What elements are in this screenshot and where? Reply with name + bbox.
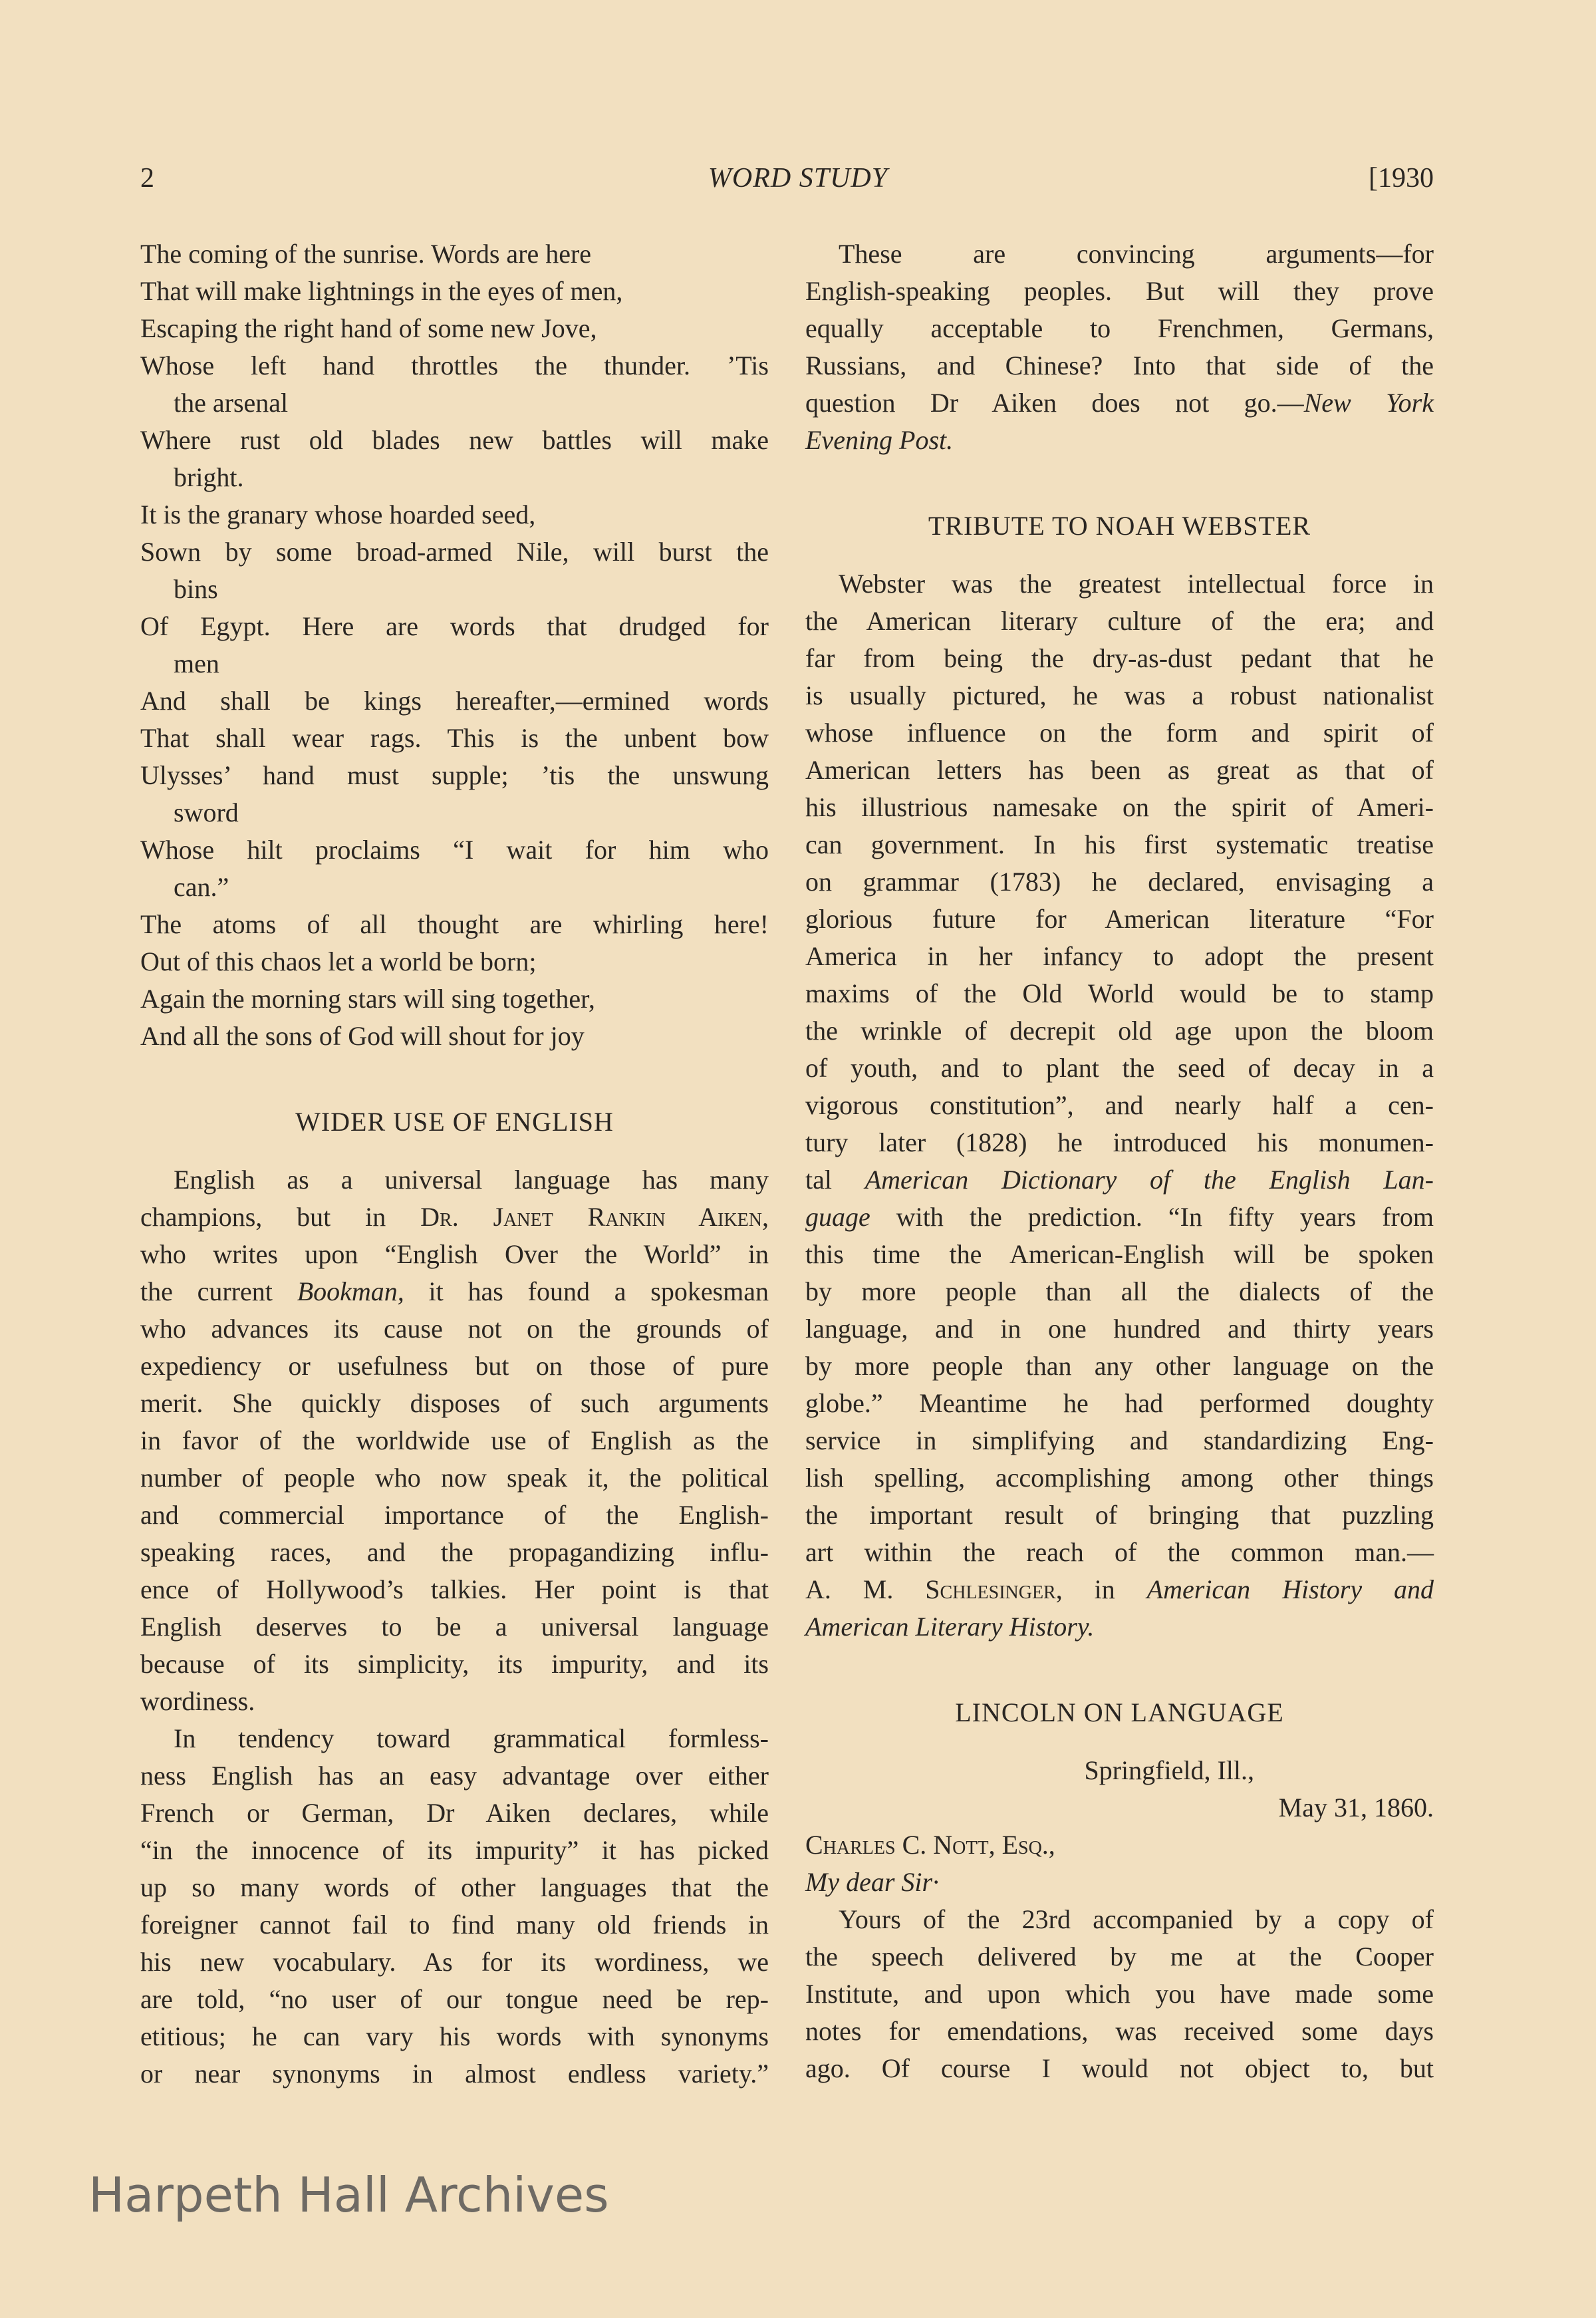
text-segment: These are convincing arguments—for — [839, 239, 1434, 269]
italic-text: New York — [1303, 388, 1434, 418]
text-line — [805, 310, 1434, 347]
text-segment: Ulysses’ hand must supple; ’tis the unswung — [140, 760, 769, 790]
text-line — [805, 826, 1434, 863]
text-segment: notes for emendations, was received some days — [805, 2016, 1434, 2046]
text-line — [140, 1757, 769, 1795]
text-segment: the wrinkle of decrepit old age upon the bloom — [805, 1016, 1434, 1046]
small-caps-name: A. M. Schlesinger, — [805, 1574, 1063, 1604]
text-segment: merit. She quickly disposes of such arguments — [140, 1388, 769, 1418]
text-line — [805, 677, 1434, 714]
text-line — [140, 1236, 769, 1273]
text-line — [805, 1050, 1434, 1087]
text-line — [805, 714, 1434, 752]
text-line — [805, 1161, 1434, 1199]
text-line — [140, 1459, 769, 1497]
text-segment: Whose left hand throttles the thunder. ’Tis — [140, 351, 769, 380]
italic-text: My dear Sir· — [805, 1867, 940, 1897]
text-line — [140, 2018, 769, 2055]
text-segment: ago. Of course I would not object to, but — [805, 2053, 1434, 2083]
text-segment: on grammar (1783) he declared, envisaging a — [805, 867, 1434, 897]
text-line — [805, 1385, 1434, 1422]
text-segment: lish spelling, accomplishing among other things — [805, 1463, 1434, 1493]
section-heading: TRIBUTE TO NOAH WEBSTER — [928, 511, 1311, 541]
text-segment: this time the American-English will be spoken — [805, 1239, 1434, 1269]
text-line — [140, 571, 769, 608]
text-segment: question Dr Aiken does not go.— — [805, 388, 1304, 418]
text-line — [805, 1459, 1434, 1497]
text-segment: foreigner cannot fail to find many old friends in — [140, 1910, 769, 1940]
text-segment: Of Egypt. Here are words that drudged for — [140, 611, 769, 641]
text-line — [805, 1087, 1434, 1124]
text-segment: ness English has an easy advantage over either — [140, 1761, 769, 1791]
text-segment: by more people than all the dialects of the — [805, 1276, 1434, 1306]
text-segment: Russians, and Chinese? Into that side of the — [805, 351, 1434, 380]
text-line — [805, 1199, 1434, 1236]
text-segment: the American literary culture of the era; and — [805, 606, 1434, 636]
running-year: [1930 — [1369, 163, 1434, 194]
text-line — [140, 273, 769, 310]
text-line — [805, 789, 1434, 826]
text-segment: That will make lightnings in the eyes of men, — [140, 276, 623, 306]
text-line — [805, 1497, 1434, 1534]
text-line — [140, 1497, 769, 1534]
text-line — [805, 2013, 1434, 2050]
text-line — [140, 682, 769, 720]
text-line — [805, 235, 1434, 273]
text-segment: Where rust old blades new battles will make — [140, 425, 769, 455]
text-line — [805, 565, 1434, 603]
right-column — [805, 235, 1434, 2087]
text-line — [140, 1385, 769, 1422]
text-segment: whose influence on the form and spirit of — [805, 718, 1434, 748]
text-line — [805, 1975, 1434, 2013]
text-segment: the current — [140, 1276, 297, 1306]
text-line — [805, 975, 1434, 1012]
text-segment: French or German, Dr Aiken declares, while — [140, 1798, 769, 1828]
left-column — [140, 235, 769, 2093]
text-segment: in favor of the worldwide use of English as the — [140, 1425, 769, 1455]
text-segment: the speech delivered by me at the Cooper — [805, 1942, 1434, 1971]
text-line — [805, 1789, 1434, 1826]
text-segment: Out of this chaos let a world be born; — [140, 946, 537, 976]
text-segment: can government. In his first systematic treatise — [805, 829, 1434, 859]
text-line — [140, 1348, 769, 1385]
text-line — [805, 1273, 1434, 1310]
text-line — [140, 720, 769, 757]
text-line — [805, 1310, 1434, 1348]
text-segment: art within the reach of the common man.— — [805, 1537, 1434, 1567]
text-line — [140, 459, 769, 496]
text-line — [805, 1236, 1434, 1273]
paragraph — [805, 235, 1434, 459]
text-line — [140, 1199, 769, 1236]
italic-text: Bookman, — [297, 1276, 404, 1306]
text-line — [805, 1826, 1434, 1864]
text-line — [805, 752, 1434, 789]
text-segment: the arsenal — [174, 388, 289, 418]
paragraph — [805, 1901, 1434, 2087]
text-line — [140, 794, 769, 831]
archive-watermark: Harpeth Hall Archives — [88, 2167, 609, 2223]
text-line — [805, 1864, 1434, 1901]
text-line — [140, 2055, 769, 2093]
text-line — [140, 1273, 769, 1310]
paragraph — [140, 1161, 769, 1720]
text-segment: tury later (1828) he introduced his monumen- — [805, 1127, 1434, 1157]
text-segment: or near synonyms in almost endless variety.” — [140, 2059, 769, 2089]
text-line — [140, 1646, 769, 1683]
text-segment: English as a universal language has many — [174, 1165, 769, 1195]
text-segment: are told, “no user of our tongue need be rep- — [140, 1984, 769, 2014]
text-segment: It is the granary whose hoarded seed, — [140, 500, 536, 529]
text-line — [805, 863, 1434, 901]
text-segment: who writes upon “English Over the World” in — [140, 1239, 769, 1269]
italic-text: American Dictionary of the English Lan- — [864, 1165, 1434, 1195]
text-segment: Sown by some broad-armed Nile, will burst the — [140, 537, 769, 567]
text-line — [140, 1161, 769, 1199]
italic-text: guage — [805, 1202, 870, 1232]
text-line — [140, 1832, 769, 1869]
text-line — [805, 901, 1434, 938]
text-line — [805, 1422, 1434, 1459]
text-line — [140, 906, 769, 943]
text-segment: speaking races, and the propagandizing influ- — [140, 1537, 769, 1567]
text-line — [140, 1534, 769, 1571]
letter-heading — [805, 1752, 1434, 1901]
text-line — [805, 1348, 1434, 1385]
text-line — [140, 1608, 769, 1646]
text-line — [805, 1752, 1434, 1789]
text-segment: And all the sons of God will shout for joy — [140, 1021, 585, 1051]
text-segment: tal — [805, 1165, 865, 1195]
text-line — [140, 869, 769, 906]
text-line — [805, 1012, 1434, 1050]
text-segment: up so many words of other languages that the — [140, 1872, 769, 1902]
text-segment: bins — [174, 574, 218, 604]
text-segment: Again the morning stars will sing together, — [140, 984, 595, 1014]
text-line — [140, 533, 769, 571]
text-line — [140, 1795, 769, 1832]
text-line — [140, 1422, 769, 1459]
text-line — [140, 422, 769, 459]
section-heading: LINCOLN ON LANGUAGE — [955, 1697, 1284, 1727]
text-line — [140, 1869, 769, 1906]
text-segment: In tendency toward grammatical formless- — [174, 1723, 769, 1753]
text-segment: number of people who now speak it, the political — [140, 1463, 769, 1493]
text-line — [805, 1124, 1434, 1161]
small-caps-name: Charles C. Nott, Esq., — [805, 1830, 1055, 1860]
text-segment: equally acceptable to Frenchmen, Germans, — [805, 313, 1434, 343]
text-line — [140, 980, 769, 1018]
text-segment: That shall wear rags. This is the unbent bow — [140, 723, 769, 753]
italic-text: American Literary History. — [805, 1612, 1095, 1642]
text-segment: bright. — [174, 462, 244, 492]
text-segment: men — [174, 649, 219, 678]
text-line — [805, 1938, 1434, 1975]
text-line — [140, 496, 769, 533]
text-segment: can.” — [174, 872, 229, 902]
section-heading: WIDER USE OF ENGLISH — [295, 1107, 614, 1137]
text-line — [805, 1608, 1434, 1646]
text-segment: sword — [174, 797, 239, 827]
small-caps-name: Dr. Janet Rankin Aiken, — [420, 1202, 769, 1232]
text-line — [140, 608, 769, 645]
italic-text: American History and — [1146, 1574, 1434, 1604]
text-segment: it has found a spokesman — [404, 1276, 769, 1306]
text-segment: by more people than any other language on the — [805, 1351, 1434, 1381]
text-segment: and commercial importance of the English- — [140, 1500, 769, 1530]
text-segment: with the prediction. “In fifty years from — [870, 1202, 1434, 1232]
text-line — [140, 384, 769, 422]
text-line — [805, 2050, 1434, 2087]
text-segment: “in the innocence of its impurity” it has picked — [140, 1835, 769, 1865]
text-segment: The atoms of all thought are whirling here! — [140, 909, 769, 939]
text-segment: is usually pictured, he was a robust nationalist — [805, 680, 1434, 710]
text-segment: Institute, and upon which you have made some — [805, 1979, 1434, 2009]
text-line — [805, 1571, 1434, 1608]
text-segment: vigorous constitution”, and nearly half a cen- — [805, 1090, 1434, 1120]
poem-block — [140, 235, 769, 1055]
text-segment: maxims of the Old World would be to stamp — [805, 978, 1434, 1008]
text-segment: because of its simplicity, its impurity, and its — [140, 1649, 769, 1679]
text-line — [805, 640, 1434, 677]
text-segment: ence of Hollywood’s talkies. Her point is that — [140, 1574, 769, 1604]
text-line — [140, 1683, 769, 1720]
running-title: WORD STUDY — [708, 163, 888, 194]
text-line — [140, 645, 769, 682]
text-segment: English-speaking peoples. But will they prove — [805, 276, 1434, 306]
text-line — [805, 603, 1434, 640]
text-line — [805, 384, 1434, 422]
text-line — [140, 1906, 769, 1944]
text-segment: Webster was the greatest intellectual force in — [839, 569, 1434, 599]
text-segment: of youth, and to plant the seed of decay in a — [805, 1053, 1434, 1083]
text-line — [805, 938, 1434, 975]
text-line — [140, 1571, 769, 1608]
text-line — [140, 1018, 769, 1055]
text-line — [805, 273, 1434, 310]
text-line — [140, 1720, 769, 1757]
text-line — [140, 235, 769, 273]
paragraph — [805, 565, 1434, 1646]
text-segment: far from being the dry-as-dust pedant that he — [805, 643, 1434, 673]
text-line — [805, 1901, 1434, 1938]
text-line — [140, 1981, 769, 2018]
text-segment: the important result of bringing that puzzling — [805, 1500, 1434, 1530]
text-line — [140, 943, 769, 980]
text-line — [140, 831, 769, 869]
text-segment: who advances its cause not on the grounds of — [140, 1314, 769, 1344]
text-segment: The coming of the sunrise. Words are here — [140, 239, 592, 269]
text-segment: etitious; he can vary his words with synonyms — [140, 2021, 769, 2051]
text-segment: English deserves to be a universal language — [140, 1612, 769, 1642]
text-segment: his new vocabulary. As for its wordiness, we — [140, 1947, 769, 1977]
text-segment: service in simplifying and standardizing Eng- — [805, 1425, 1434, 1455]
text-segment: language, and in one hundred and thirty years — [805, 1314, 1434, 1344]
text-segment: in — [1062, 1574, 1147, 1604]
page-number: 2 — [140, 163, 154, 194]
text-line — [140, 347, 769, 384]
text-segment: Escaping the right hand of some new Jove, — [140, 313, 597, 343]
text-segment: his illustrious namesake on the spirit of Ameri- — [805, 792, 1434, 822]
text-line — [805, 422, 1434, 459]
text-segment: American letters has been as great as that of — [805, 755, 1434, 785]
text-segment: Yours of the 23rd accompanied by a copy of — [839, 1904, 1434, 1934]
text-segment: champions, but in — [140, 1202, 421, 1232]
text-segment: wordiness. — [140, 1686, 255, 1716]
text-segment: America in her infancy to adopt the present — [805, 941, 1434, 971]
text-segment: Springfield, Ill., — [1084, 1755, 1254, 1785]
text-line — [140, 1944, 769, 1981]
paragraph — [140, 1720, 769, 2093]
text-line — [140, 310, 769, 347]
text-line — [140, 1310, 769, 1348]
text-line — [805, 347, 1434, 384]
text-segment: Whose hilt proclaims “I wait for him who — [140, 835, 769, 865]
text-segment: expediency or usefulness but on those of pure — [140, 1351, 769, 1381]
text-line — [140, 757, 769, 794]
text-segment: And shall be kings hereafter,—ermined words — [140, 686, 769, 716]
text-segment: glorious future for American literature “For — [805, 904, 1434, 934]
text-segment: May 31, 1860. — [1278, 1793, 1434, 1822]
text-line — [805, 1534, 1434, 1571]
italic-text: Evening Post. — [805, 425, 954, 455]
text-segment: globe.” Meantime he had performed doughty — [805, 1388, 1434, 1418]
